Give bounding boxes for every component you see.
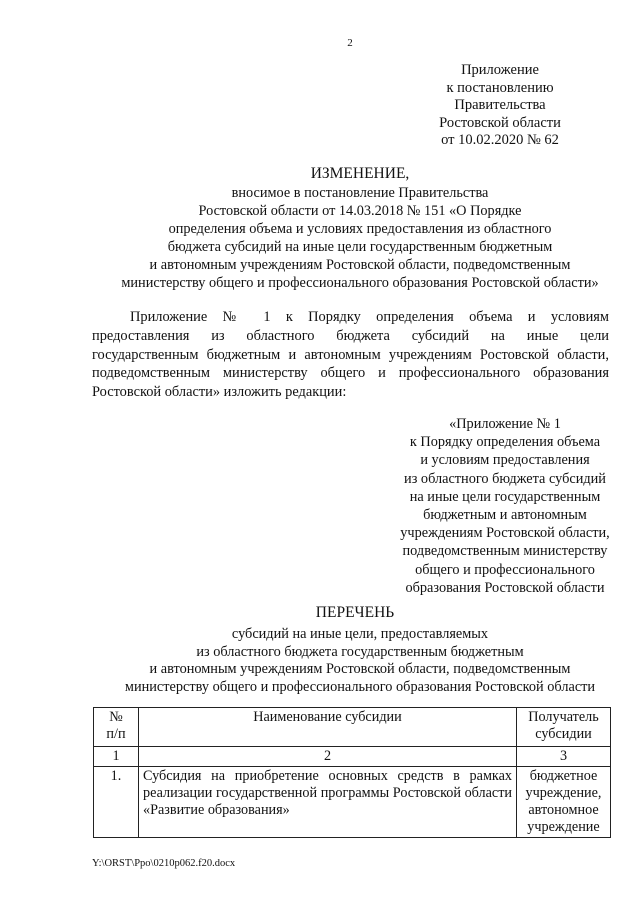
row-subsidy-name: Субсидия на приобретение основных средств в рамках реализации государственной программы Ростовской области «Развитие образования» xyxy=(139,767,517,838)
change-title: ИЗМЕНЕНИЕ, xyxy=(310,165,410,182)
list-description-line: из областного бюджета государственным бюджетным xyxy=(196,643,524,660)
appendix-header-line: Правительства xyxy=(454,97,546,113)
change-description-line: Ростовской области от 14.03.2018 № 151 «О Порядке xyxy=(198,203,522,219)
quoted-appendix-line: подведомственным министерству xyxy=(402,543,608,560)
change-description-line: определения объема и условиях предоставления из областного xyxy=(168,221,552,237)
quoted-appendix-line: образования Ростовской области xyxy=(405,579,605,596)
body-paragraph xyxy=(92,308,609,402)
header-recipient-line: Получатель xyxy=(528,709,599,725)
list-title: ПЕРЕЧЕНЬ xyxy=(315,604,395,621)
subsidies-table xyxy=(93,707,611,838)
list-description-line: министерству общего и профессионального образования Ростовской области xyxy=(124,678,596,695)
table-row xyxy=(94,767,611,838)
row-recipient xyxy=(517,767,611,838)
table-index-row xyxy=(94,747,611,767)
appendix-header-line: к постановлению xyxy=(446,79,554,96)
appendix-header xyxy=(400,62,600,150)
index-cell: 1 xyxy=(94,747,139,767)
quoted-appendix-line: на иные цели государственным xyxy=(409,488,601,505)
header-number-line: п/п xyxy=(106,726,126,742)
row-number: 1. xyxy=(94,767,139,838)
footer-file-path: Y:\ORST\Ppo\0210p062.f20.docx xyxy=(92,858,236,869)
header-recipient-line: субсидии xyxy=(535,726,592,742)
body-paragraph-line: Ростовской области» изложить редакции: xyxy=(92,384,347,401)
header-number-line: № xyxy=(109,709,123,725)
appendix-header-line: Ростовской области xyxy=(439,114,561,131)
appendix-header-line: Приложение xyxy=(461,62,539,78)
change-description-line: бюджета субсидий на иные цели государственным бюджетным xyxy=(167,239,553,255)
appendix-header-line: от 10.02.2020 № 62 xyxy=(441,132,559,148)
body-paragraph-line: предоставления из областного бюджета субсидий на иные цели xyxy=(92,327,609,344)
quoted-appendix-header xyxy=(370,415,640,597)
body-paragraph-line: Приложение № 1 к Порядку определения объема и условиям xyxy=(130,309,609,325)
header-subsidy-name: Наименование субсидии xyxy=(139,708,517,747)
quoted-appendix-line: общего и профессионального xyxy=(415,561,595,578)
body-paragraph-line: государственным бюджетным и автономным учреждениям Ростовской области, xyxy=(92,346,609,363)
change-description-line: министерству общего и профессионального образования Ростовской области» xyxy=(121,275,599,291)
quoted-appendix-line: бюджетным и автономным xyxy=(423,507,587,524)
list-description xyxy=(60,626,640,696)
page-number: 2 xyxy=(347,37,353,49)
table-header-row xyxy=(94,708,611,747)
header-recipient xyxy=(517,708,611,747)
quoted-appendix-line: «Приложение № 1 xyxy=(449,416,561,432)
quoted-appendix-line: учреждениям Ростовской области, xyxy=(400,525,610,542)
header-number xyxy=(94,708,139,747)
change-description xyxy=(60,184,640,292)
change-description-line: и автономным учреждениям Ростовской области, подведомственным xyxy=(149,257,571,273)
row-recipient-line: учреждение, xyxy=(525,785,602,801)
change-description-line: вносимое в постановление Правительства xyxy=(231,185,489,201)
row-recipient-line: бюджетное xyxy=(529,768,598,784)
index-cell: 3 xyxy=(517,747,611,767)
list-description-line: субсидий на иные цели, предоставляемых xyxy=(231,626,489,642)
quoted-appendix-line: из областного бюджета субсидий xyxy=(404,470,606,487)
index-cell: 2 xyxy=(139,747,517,767)
quoted-appendix-line: к Порядку определения объема xyxy=(409,434,601,451)
list-description-line: и автономным учреждениям Ростовской области, подведомственным xyxy=(149,661,571,678)
row-recipient-line: учреждение xyxy=(527,819,600,835)
row-recipient-line: автономное xyxy=(528,802,599,818)
body-paragraph-line: подведомственным министерству общего и профессионального образования xyxy=(92,365,609,382)
quoted-appendix-line: и условиям предоставления xyxy=(420,452,590,469)
